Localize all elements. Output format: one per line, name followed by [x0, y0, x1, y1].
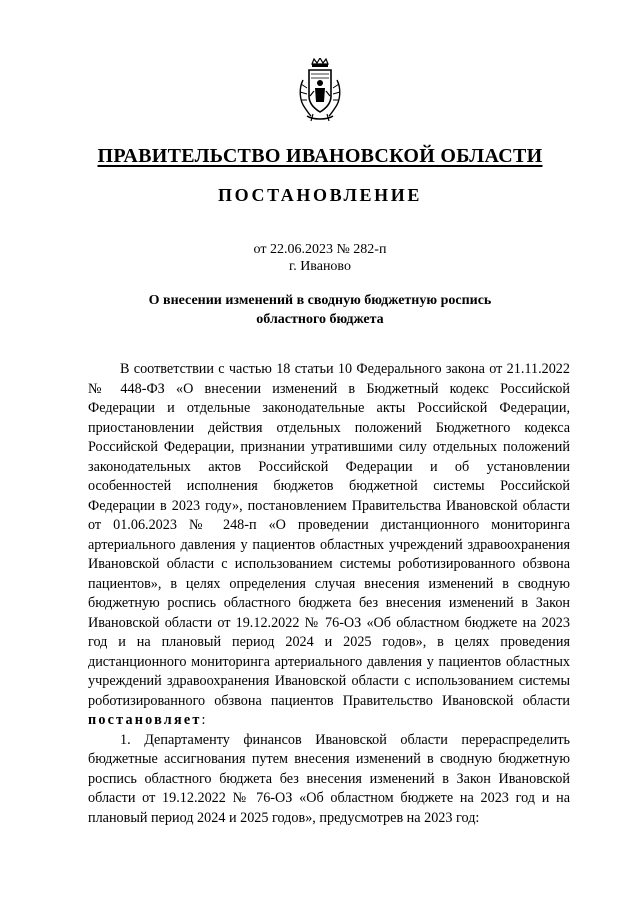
document-city: г. Иваново [289, 259, 351, 274]
decree-word: постановляет [88, 712, 202, 728]
coat-of-arms-emblem [297, 58, 343, 122]
preamble-text: В соответствии с частью 18 статьи 10 Федерального закона от 21.11.2022 № 448-ФЗ «О внесении изменений в Бюджетный кодекс Российской Федерации и отдельные законодательные акты Российской Федерации, приостановлении действия отдельных положений Бюджетного кодекса Российской Федерации, признании утратившими силу отдельных положений законодательных актов Российской Федерации и об установлении особенностей исполнения бюджетов бюджетной системы Российской Федерации в 2023 году», постановлением Правительства Ивановской области от 01.06.2023 № 248-п «О проведении дистанционного мониторинга артериального давления у пациентов областных учреждений здравоохранения Ивановской области с использованием системы роботизированного обзвона пациентов», в целях определения случая внесения изменений в сводную бюджетную роспись областного бюджета без внесения изменений в Закон Ивановской области от 19.12.2022 № 76-ОЗ «Об областном бюджете на 2023 год и на плановый период 2024 и 2025 годов», в целях проведения дистанционного мониторинга артериального давления у пациентов областных учреждений здравоохранения Ивановской области с использованием системы роботизированного обзвона пациентов Правительство Ивановской области [88, 361, 570, 709]
preamble-paragraph [88, 360, 570, 731]
item-1-paragraph: 1. Департаменту финансов Ивановской области перераспределить бюджетные ассигнования путем внесения изменений в сводную бюджетную роспись областного бюджета без внесения изменений в Закон Ивановской области от 19.12.2022 № 76-ОЗ «Об областном бюджете на 2023 год и на плановый период 2024 и 2025 годов», предусмотрев на 2023 год: [88, 731, 570, 826]
subject-line-2: областного бюджета [256, 312, 384, 327]
organization-name: ПРАВИТЕЛЬСТВО ИВАНОВСКОЙ ОБЛАСТИ [97, 145, 543, 167]
document-date-number: от 22.06.2023 № 282-п [253, 242, 387, 257]
organization-title [0, 145, 640, 167]
subject-line-1: О внесении изменений в сводную бюджетную роспись [148, 293, 492, 308]
document-meta [0, 241, 640, 275]
document-body [88, 360, 570, 828]
document-type-heading: ПОСТАНОВЛЕНИЕ [218, 185, 422, 205]
document-subject [0, 291, 640, 329]
decree-colon: : [201, 712, 206, 728]
